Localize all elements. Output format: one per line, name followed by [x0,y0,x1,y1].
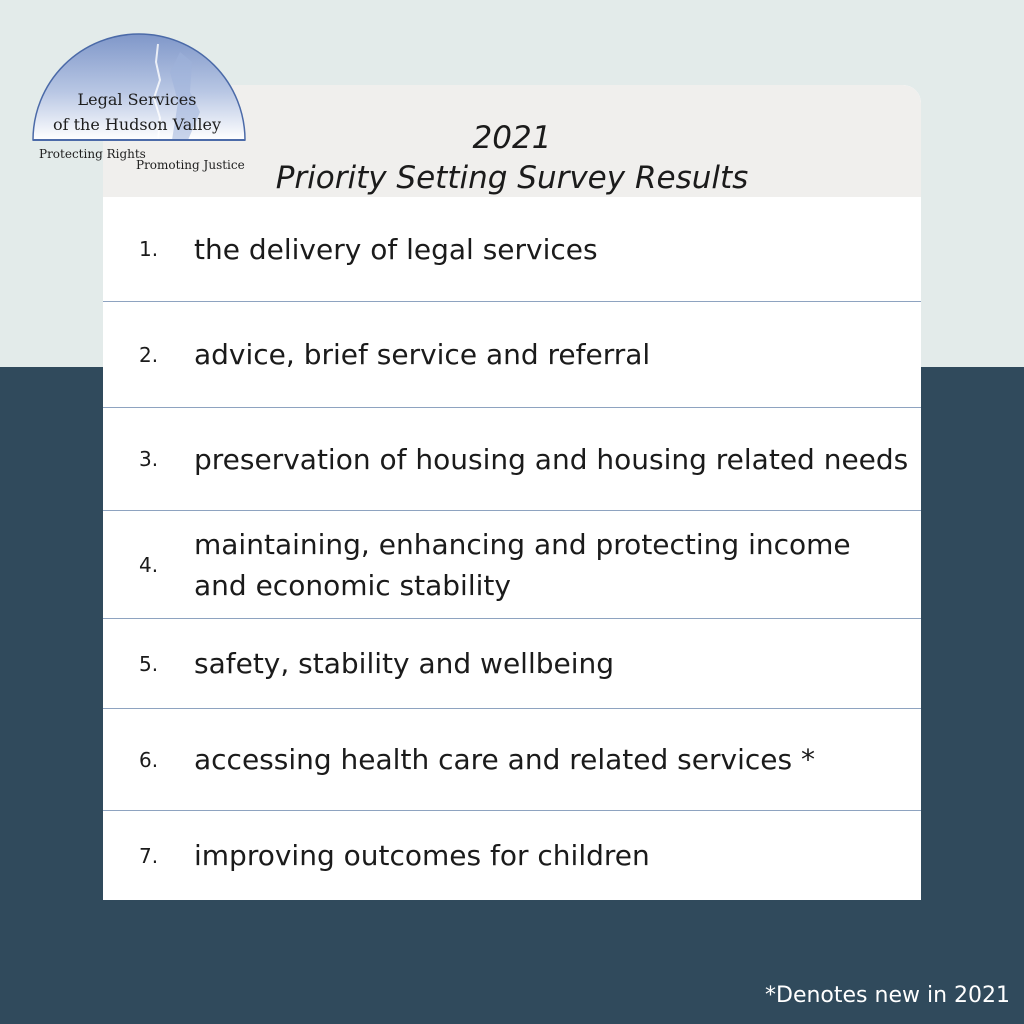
priority-row-4 [103,511,921,619]
priority-row-1 [103,197,921,302]
priority-row-3 [103,408,921,511]
footnote: *Denotes new in 2021 [765,983,1010,1008]
priority-number: 2. [139,342,159,367]
logo-text-line-1: Legal Services [77,90,197,109]
priority-row-2 [103,302,921,408]
priority-card [103,85,921,900]
logo-tagline-left: Protecting Rights [39,147,146,161]
priority-text: safety, stability and wellbeing [194,647,615,680]
priority-row-6 [103,709,921,811]
priority-text: the delivery of legal services [194,232,598,266]
page-title: Priority Setting Survey Results [275,160,749,196]
priority-text: preservation of housing and housing related needs [194,442,909,476]
priority-row-7 [103,811,921,900]
priority-number: 3. [139,447,159,471]
organization-logo [30,32,250,182]
priority-number: 4. [139,552,159,577]
priority-text: improving outcomes for children [194,839,650,872]
priority-number: 5. [139,651,159,676]
priority-number: 6. [139,747,159,772]
priority-number: 1. [139,237,159,261]
priority-text: advice, brief service and referral [194,338,651,371]
logo-tagline-right: Promoting Justice [136,158,245,172]
priority-text: accessing health care and related services * [194,743,815,776]
priority-row-5 [103,619,921,709]
priority-text: maintaining, enhancing and protecting income and economic stability [194,527,851,602]
title-year: 2021 [472,120,552,156]
logo-text-line-2: of the Hudson Valley [52,115,222,134]
priority-number: 7. [139,843,159,868]
